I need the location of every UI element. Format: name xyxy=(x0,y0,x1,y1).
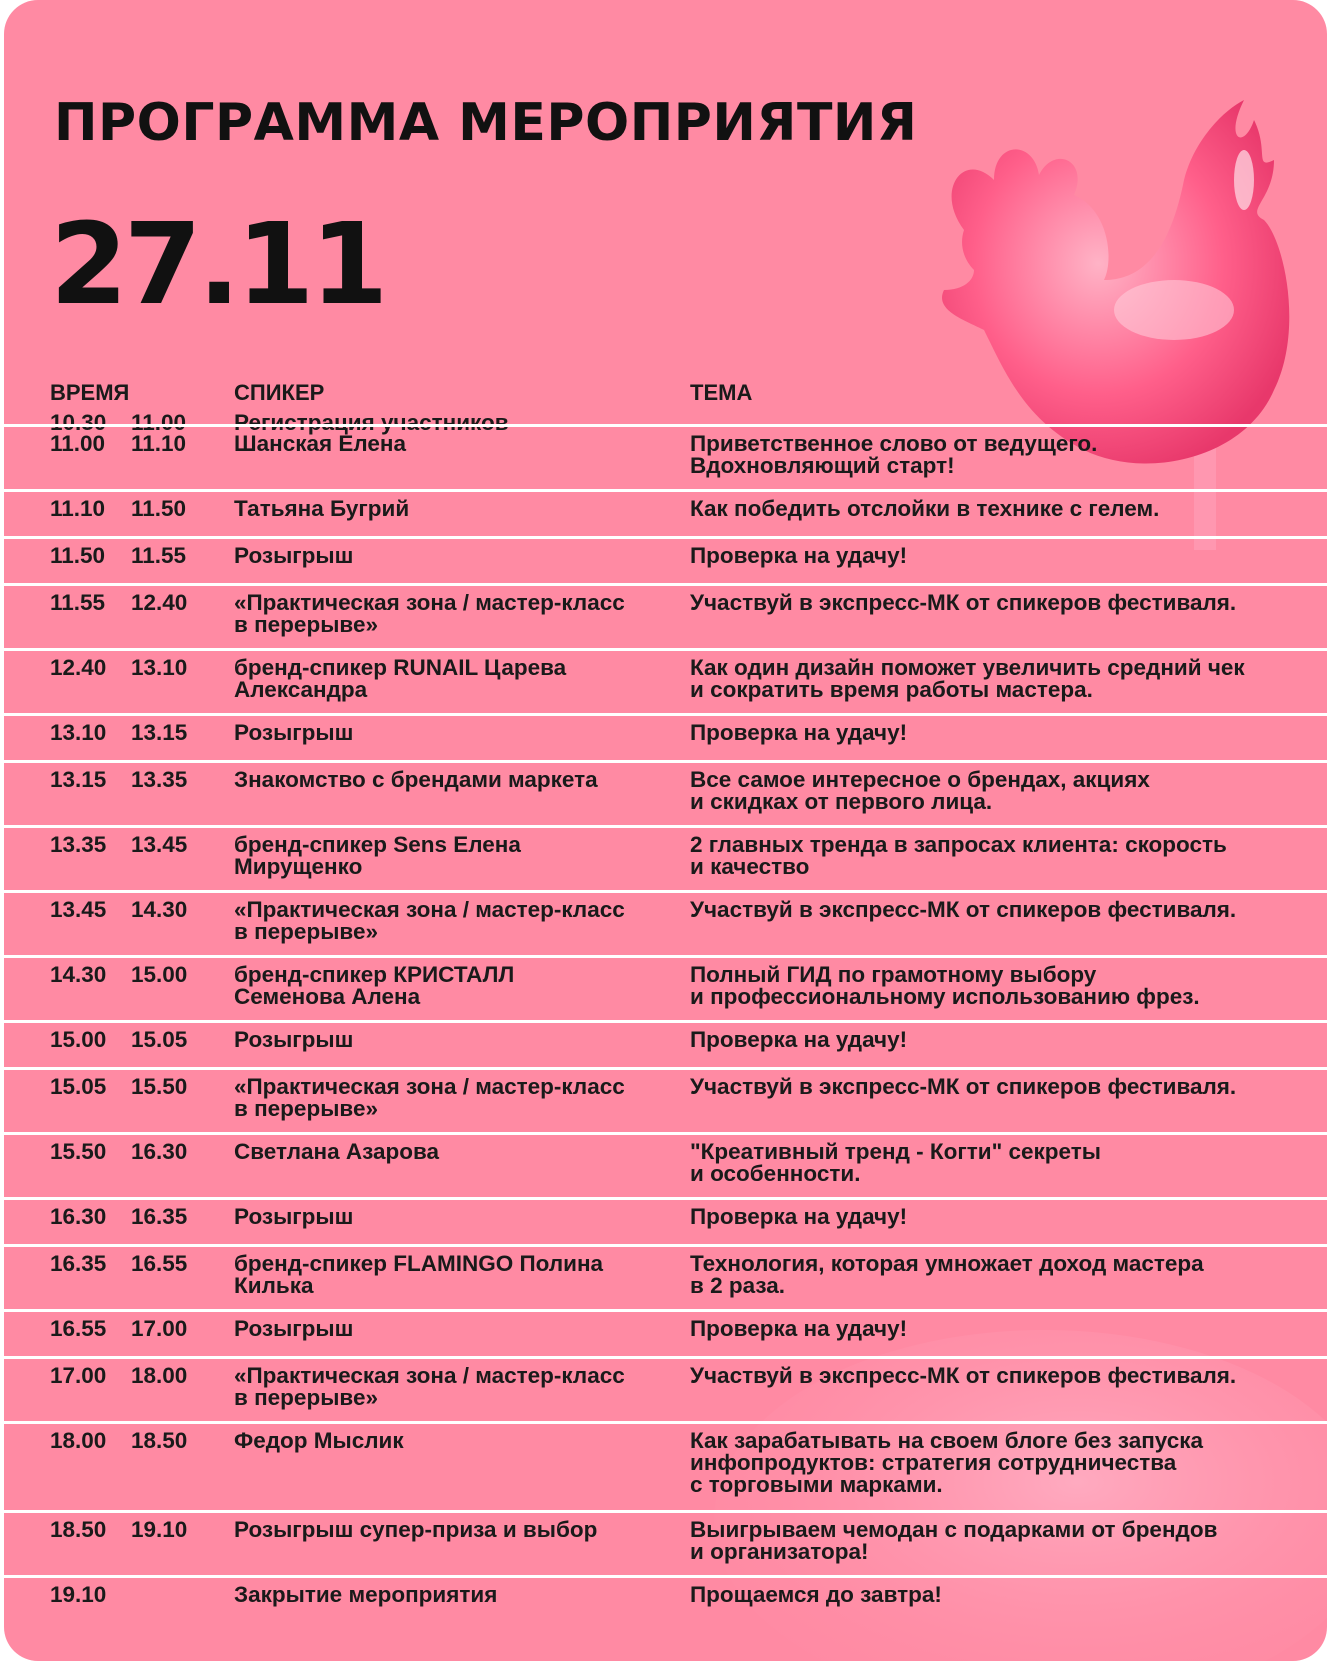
time-start: 13.45 xyxy=(50,897,107,922)
speaker-name: «Практическая зона / мастер-класс в перерыве» xyxy=(234,590,625,637)
schedule-card xyxy=(4,0,1327,1661)
column-header-topic: ТЕМА xyxy=(690,380,753,405)
time-start: 12.40 xyxy=(50,655,107,680)
speaker-name: Шанская Елена xyxy=(234,431,407,456)
topic-text: Технология, которая умножает доход мастера в 2 раза. xyxy=(690,1251,1204,1298)
schedule-table xyxy=(4,410,1327,1618)
time-end: 13.35 xyxy=(131,767,188,792)
topic-text: Прощаемся до завтра! xyxy=(690,1582,942,1607)
time-end: 16.35 xyxy=(131,1204,188,1229)
time-start: 13.10 xyxy=(50,720,107,745)
schedule-row xyxy=(4,1421,1327,1510)
time-end: 15.05 xyxy=(131,1027,188,1052)
schedule-row xyxy=(4,1510,1327,1575)
schedule-row xyxy=(4,583,1327,648)
time-start: 18.00 xyxy=(50,1428,107,1453)
topic-text: Участвуй в экспресс-МК от спикеров фестиваля. xyxy=(690,1363,1237,1388)
schedule-row xyxy=(4,536,1327,583)
schedule-row xyxy=(4,890,1327,955)
topic-text: Как победить отслойки в технике с гелем. xyxy=(690,496,1160,521)
speaker-name: Розыгрыш xyxy=(234,1027,354,1052)
column-header-time: ВРЕМЯ xyxy=(50,380,130,405)
speaker-name: Татьяна Бугрий xyxy=(234,496,410,521)
topic-text: Приветственное слово от ведущего. Вдохновляющий старт! xyxy=(690,431,1098,478)
topic-text: Проверка на удачу! xyxy=(690,720,908,745)
speaker-name: Розыгрыш супер-приза и выбор xyxy=(234,1517,598,1542)
topic-text: Участвуй в экспресс-МК от спикеров фестиваля. xyxy=(690,590,1237,615)
topic-text: Проверка на удачу! xyxy=(690,1027,908,1052)
speaker-name: Федор Мыслик xyxy=(234,1428,404,1453)
schedule-row xyxy=(4,1132,1327,1197)
time-start: 16.35 xyxy=(50,1251,107,1276)
schedule-row xyxy=(4,955,1327,1020)
time-start: 11.55 xyxy=(50,590,106,615)
time-end: 11.00 xyxy=(131,410,187,435)
speaker-name: Закрытие мероприятия xyxy=(234,1582,498,1607)
speaker-name: Знакомство с брендами маркета xyxy=(234,767,598,792)
time-end: 16.55 xyxy=(131,1251,188,1276)
time-start: 19.10 xyxy=(50,1582,107,1607)
topic-text: Как зарабатывать на своем блоге без запуска инфопродуктов: стратегия сотрудничества с торговыми марками. xyxy=(690,1428,1204,1497)
time-end: 11.50 xyxy=(131,496,187,521)
topic-text: Проверка на удачу! xyxy=(690,1204,908,1229)
topic-text: Проверка на удачу! xyxy=(690,1316,908,1341)
topic-text: Выигрываем чемодан с подарками от брендов и организатора! xyxy=(690,1517,1218,1564)
schedule-row xyxy=(4,1309,1327,1356)
time-start: 11.00 xyxy=(50,431,106,456)
time-end: 18.50 xyxy=(131,1428,188,1453)
time-start: 15.05 xyxy=(50,1074,107,1099)
speaker-name: Розыгрыш xyxy=(234,543,354,568)
topic-text: Участвуй в экспресс-МК от спикеров фестиваля. xyxy=(690,1074,1237,1099)
speaker-name: «Практическая зона / мастер-класс в перерыве» xyxy=(234,1363,625,1410)
speaker-name: бренд-спикер КРИСТАЛЛ Семенова Алена xyxy=(234,962,515,1009)
time-end: 19.10 xyxy=(131,1517,188,1542)
speaker-name: Розыгрыш xyxy=(234,1204,354,1229)
schedule-row xyxy=(4,1575,1327,1618)
schedule-row xyxy=(4,489,1327,536)
time-start: 16.30 xyxy=(50,1204,107,1229)
topic-text: 2 главных тренда в запросах клиента: скорость и качество xyxy=(690,832,1227,879)
page-title: ПРОГРАММА МЕРОПРИЯТИЯ xyxy=(54,93,918,153)
speaker-name: Регистрация участников xyxy=(234,410,509,435)
time-end: 18.00 xyxy=(131,1363,188,1388)
time-start: 13.15 xyxy=(50,767,107,792)
time-end: 13.10 xyxy=(131,655,188,680)
topic-text: Проверка на удачу! xyxy=(690,543,908,568)
time-end: 14.30 xyxy=(131,897,188,922)
time-start: 17.00 xyxy=(50,1363,107,1388)
topic-text: Полный ГИД по грамотному выбору и профессиональному использованию фрез. xyxy=(690,962,1200,1009)
speaker-name: Светлана Азарова xyxy=(234,1139,440,1164)
column-header-speaker: СПИКЕР xyxy=(234,380,325,405)
topic-text: "Креативный тренд - Когти" секреты и особенности. xyxy=(690,1139,1101,1186)
schedule-row xyxy=(4,648,1327,713)
event-date: 27.11 xyxy=(50,200,385,330)
time-end: 13.45 xyxy=(131,832,188,857)
speaker-name: бренд-спикер FLAMINGO Полина Килька xyxy=(234,1251,604,1298)
speaker-name: бренд-спикер Sens Елена Мирущенко xyxy=(234,832,521,879)
time-end: 11.10 xyxy=(131,431,187,456)
schedule-row xyxy=(4,1197,1327,1244)
speaker-name: «Практическая зона / мастер-класс в перерыве» xyxy=(234,1074,625,1121)
speaker-name: Розыгрыш xyxy=(234,1316,354,1341)
time-start: 18.50 xyxy=(50,1517,107,1542)
speaker-name: «Практическая зона / мастер-класс в перерыве» xyxy=(234,897,625,944)
time-start: 16.55 xyxy=(50,1316,107,1341)
time-end: 15.00 xyxy=(131,962,188,987)
schedule-row xyxy=(4,825,1327,890)
speaker-name: бренд-спикер RUNAIL Царева Александра xyxy=(234,655,567,702)
time-end: 15.50 xyxy=(131,1074,188,1099)
time-start: 15.00 xyxy=(50,1027,107,1052)
schedule-row xyxy=(4,1067,1327,1132)
topic-text: Участвуй в экспресс-МК от спикеров фестиваля. xyxy=(690,897,1237,922)
time-end: 17.00 xyxy=(131,1316,188,1341)
topic-text: Как один дизайн поможет увеличить средний чек и сократить время работы мастера. xyxy=(690,655,1245,702)
time-start: 11.50 xyxy=(50,543,106,568)
schedule-row xyxy=(4,424,1327,489)
time-start: 15.50 xyxy=(50,1139,107,1164)
schedule-row xyxy=(4,760,1327,825)
schedule-row xyxy=(4,1244,1327,1309)
speaker-name: Розыгрыш xyxy=(234,720,354,745)
time-start: 14.30 xyxy=(50,962,107,987)
schedule-row xyxy=(4,406,1327,435)
schedule-row xyxy=(4,1020,1327,1067)
time-start: 11.10 xyxy=(50,496,106,521)
schedule-row xyxy=(4,713,1327,760)
schedule-row xyxy=(4,1356,1327,1421)
time-end: 11.55 xyxy=(131,543,187,568)
time-end: 12.40 xyxy=(131,590,188,615)
topic-text: Все самое интересное о брендах, акциях и скидках от первого лица. xyxy=(690,767,1150,814)
time-end: 16.30 xyxy=(131,1139,188,1164)
time-end: 13.15 xyxy=(131,720,188,745)
time-start: 10.30 xyxy=(50,410,107,435)
time-start: 13.35 xyxy=(50,832,107,857)
